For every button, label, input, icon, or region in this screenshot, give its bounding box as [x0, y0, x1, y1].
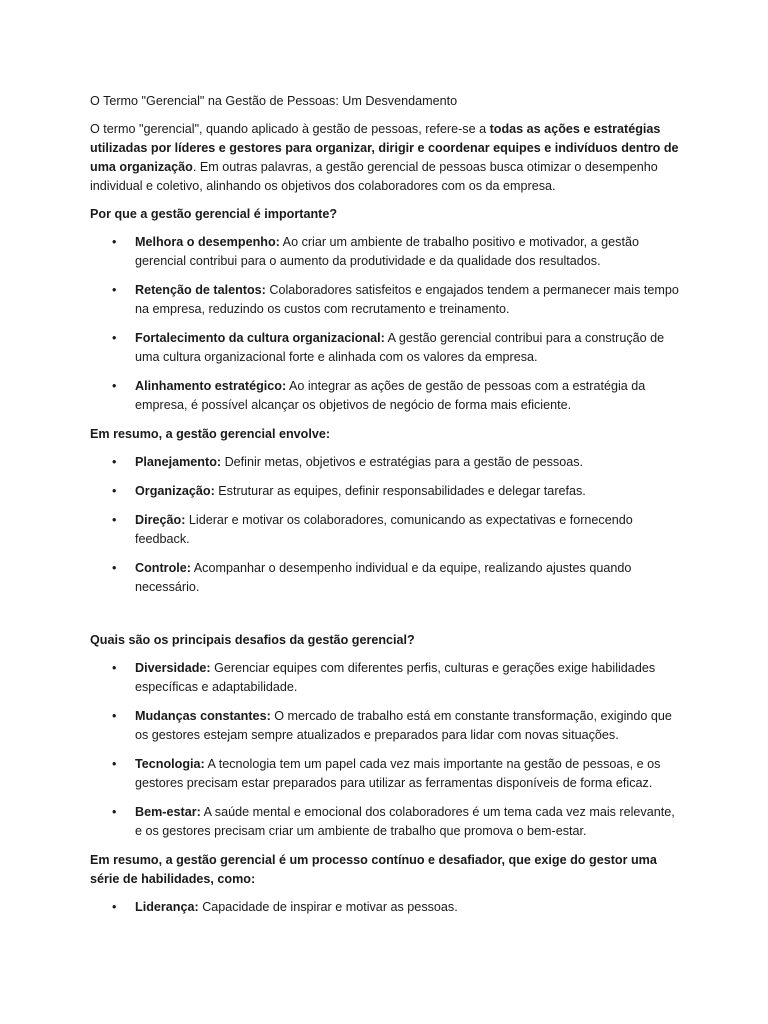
list-item [112, 559, 680, 597]
bullet-icon: • [112, 900, 117, 914]
item-term: Organização: [135, 484, 215, 498]
item-text: Ao integrar as ações de gestão de pessoas com a estratégia da empresa, é possível alcançar os objetivos de negócio de forma mais eficiente. [135, 379, 646, 412]
importance-list [90, 233, 680, 415]
item-term: Tecnologia: [135, 757, 205, 771]
intro-bold-text: todas as ações e estratégias utilizadas por líderes e gestores para organizar, dirigir e coordenar equipes e indivíduos dentro de uma organização [90, 122, 679, 174]
bullet-icon: • [112, 331, 117, 345]
bullet-icon: • [112, 661, 117, 675]
item-text: A gestão gerencial contribui para a construção de uma cultura organizacional forte e alinhada com os valores da empresa. [135, 331, 665, 364]
importance-heading: Por que a gestão gerencial é importante? [90, 207, 338, 221]
item-text: Colaboradores satisfeitos e engajados tendem a permanecer mais tempo na empresa, reduzindo os custos com recrutamento e treinamento. [135, 283, 679, 316]
item-term: Alinhamento estratégico: [135, 379, 287, 393]
item-text: Capacidade de inspirar e motivar as pessoas. [198, 900, 458, 914]
involves-heading: Em resumo, a gestão gerencial envolve: [90, 427, 331, 441]
item-term: Bem-estar: [135, 805, 201, 819]
item-text: Acompanhar o desempenho individual e da equipe, realizando ajustes quando necessário. [135, 561, 632, 594]
item-text: A tecnologia tem um papel cada vez mais importante na gestão de pessoas, e os gestores precisam estar preparados para utilizar as ferramentas disponíveis de forma eficaz. [135, 757, 661, 790]
list-item [112, 329, 680, 367]
bullet-icon: • [112, 283, 117, 297]
list-item [112, 511, 680, 549]
bullet-icon: • [112, 235, 117, 249]
item-term: Diversidade: [135, 661, 211, 675]
bullet-icon: • [112, 484, 117, 498]
item-term: Fortalecimento da cultura organizacional: [135, 331, 385, 345]
item-text: Liderar e motivar os colaboradores, comunicando as expectativas e fornecendo feedback. [135, 513, 633, 546]
item-text: Gerenciar equipes com diferentes perfis, culturas e gerações exige habilidades específicas e adaptabilidade. [135, 661, 656, 694]
list-item [112, 707, 680, 745]
bullet-icon: • [112, 513, 117, 527]
item-text: O mercado de trabalho está em constante transformação, exigindo que os gestores estejam sempre atualizados e preparados para lidar com novas situações. [135, 709, 672, 742]
item-text: Ao criar um ambiente de trabalho positivo e motivador, a gestão gerencial contribui para o aumento da produtividade e da qualidade dos resultados. [135, 235, 639, 268]
list-item [112, 482, 680, 501]
skills-list [90, 898, 680, 917]
document-title: O Termo "Gerencial" na Gestão de Pessoas: Um Desvendamento [90, 94, 458, 108]
bullet-icon: • [112, 455, 117, 469]
list-item [112, 453, 680, 472]
list-item [112, 755, 680, 793]
bullet-icon: • [112, 757, 117, 771]
challenges-heading: Quais são os principais desafios da gestão gerencial? [90, 633, 415, 647]
item-term: Melhora o desempenho: [135, 235, 280, 249]
bullet-icon: • [112, 709, 117, 723]
bullet-icon: • [112, 805, 117, 819]
bullet-icon: • [112, 561, 117, 575]
challenges-list [90, 659, 680, 841]
intro-text-end: . Em outras palavras, a gestão gerencial de pessoas busca otimizar o desempenho individual e coletivo, alinhando os objetivos dos colaboradores com os da empresa. [90, 160, 658, 193]
list-item [112, 659, 680, 697]
item-term: Direção: [135, 513, 186, 527]
bullet-icon: • [112, 379, 117, 393]
list-item [112, 233, 680, 271]
item-term: Liderança: [135, 900, 199, 914]
item-term: Mudanças constantes: [135, 709, 271, 723]
list-item [112, 377, 680, 415]
section-spacer [90, 607, 680, 631]
list-item [112, 803, 680, 841]
item-term: Retenção de talentos: [135, 283, 266, 297]
item-text: A saúde mental e emocional dos colaboradores é um tema cada vez mais relevante, e os gestores precisam criar um ambiente de trabalho que promova o bem-estar. [135, 805, 675, 838]
item-term: Planejamento: [135, 455, 222, 469]
list-item [112, 281, 680, 319]
skills-heading: Em resumo, a gestão gerencial é um processo contínuo e desafiador, que exige do gestor uma série de habilidades, como: [90, 853, 657, 886]
item-text: Estruturar as equipes, definir responsabilidades e delegar tarefas. [214, 484, 586, 498]
list-item [112, 898, 680, 917]
involves-list [90, 453, 680, 597]
intro-text-start: O termo "gerencial", quando aplicado à gestão de pessoas, refere-se a [90, 122, 490, 136]
item-text: Definir metas, objetivos e estratégias para a gestão de pessoas. [221, 455, 584, 469]
intro-paragraph [90, 120, 680, 196]
document-page [90, 92, 680, 927]
item-term: Controle: [135, 561, 191, 575]
